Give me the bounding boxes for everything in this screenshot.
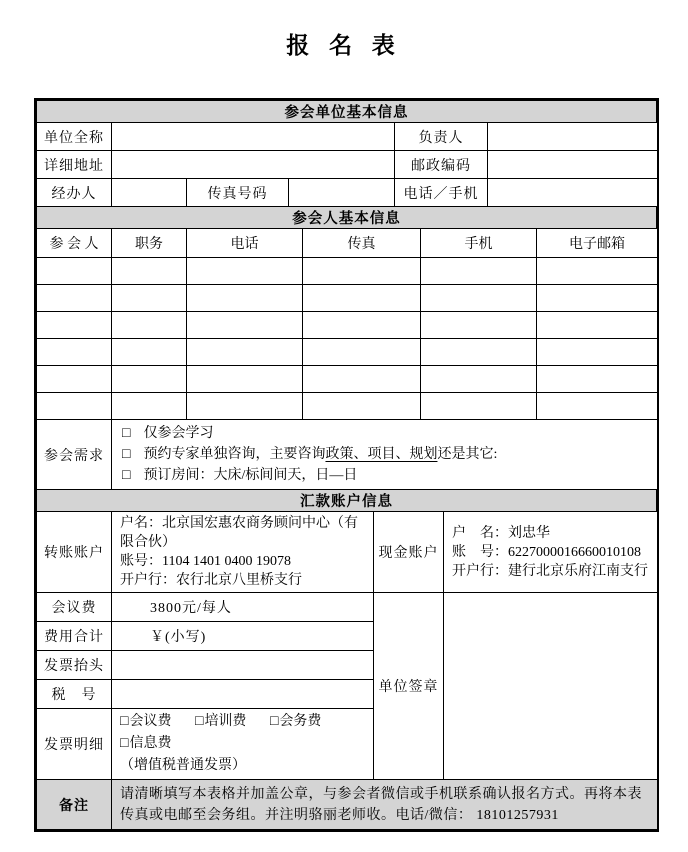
cash-bank-name: 开户行：建行北京乐府江南支行: [452, 563, 648, 579]
attendee-cell[interactable]: [112, 285, 187, 312]
attendee-col-email: 电子邮箱: [537, 229, 658, 258]
agent-label: 经办人: [37, 179, 112, 207]
needs-option-3-label: 预订房间：大床/标间间天，日—日: [143, 468, 358, 483]
transfer-holder-name: 户名：北京国宏惠农商务顾问中心（有限合伙）: [120, 516, 358, 550]
attendee-col-mobile: 手机: [421, 229, 537, 258]
attendee-cell[interactable]: [537, 393, 658, 420]
attendee-col-fax: 传真: [303, 229, 421, 258]
attendee-cell[interactable]: [421, 393, 537, 420]
address-input-cell[interactable]: [112, 151, 395, 179]
cash-account-label: 现金账户: [374, 512, 444, 593]
attendee-cell[interactable]: [303, 393, 421, 420]
phone-label: 电话／手机: [395, 179, 488, 207]
checkbox-icon[interactable]: □: [122, 468, 131, 483]
remittance-section: [36, 489, 657, 512]
checkbox-icon[interactable]: □: [194, 714, 204, 729]
attendee-cell[interactable]: [112, 258, 187, 285]
attendee-cell[interactable]: [537, 312, 658, 339]
invoice-detail-label: 发票明细: [37, 709, 112, 780]
needs-option-2-underlined: 政策、项目、规划: [325, 447, 438, 462]
attendee-col-phone: 电话: [187, 229, 303, 258]
fee-total-value: ￥(小写): [112, 622, 374, 651]
remark-text: 请清晰填写本表格并加盖公章，与参会者微信或手机联系确认报名方式。再将本表传真或电邮至会务组。并注明骆丽老师收。电话/微信： 18101257931: [112, 780, 658, 830]
attendee-cell[interactable]: [537, 285, 658, 312]
attendee-col-position: 职务: [112, 229, 187, 258]
remittance-fees-grid: [36, 511, 658, 830]
attendee-col-name: 参 会 人: [37, 229, 112, 258]
invoice-option-affairs: [270, 711, 321, 733]
attendees-grid: [36, 228, 658, 420]
transfer-account-details: [112, 512, 374, 593]
page-title: 报 名 表: [286, 33, 402, 58]
attendee-row: [37, 258, 658, 285]
attendee-cell[interactable]: [421, 366, 537, 393]
attendee-cell[interactable]: [112, 366, 187, 393]
attendee-cell[interactable]: [37, 339, 112, 366]
attendee-cell[interactable]: [421, 339, 537, 366]
needs-label: 参会需求: [37, 420, 112, 490]
conference-fee-label: 会议费: [37, 593, 112, 622]
unit-name-label: 单位全称: [37, 123, 112, 151]
transfer-bank-name: 开户行：农行北京八里桥支行: [120, 573, 302, 588]
transfer-account-number: 账号：1104 1401 0400 19078: [120, 554, 291, 569]
invoice-detail-options: [112, 709, 374, 780]
attendee-cell[interactable]: [37, 366, 112, 393]
attendee-cell[interactable]: [187, 339, 303, 366]
attendee-cell[interactable]: [537, 339, 658, 366]
remark-label: 备注: [37, 780, 112, 830]
attendee-row: [37, 393, 658, 420]
invoice-options-line: [120, 711, 365, 755]
fax-label: 传真号码: [187, 179, 289, 207]
attendee-cell[interactable]: [112, 312, 187, 339]
needs-options-cell: [112, 420, 658, 490]
attendee-cell[interactable]: [187, 258, 303, 285]
phone-input-cell[interactable]: [488, 179, 658, 207]
tax-number-input-cell[interactable]: [112, 680, 374, 709]
unit-info-section: [36, 100, 657, 123]
attendee-cell[interactable]: [537, 258, 658, 285]
invoice-title-label: 发票抬头: [37, 651, 112, 680]
invoice-option-label: 会务费: [279, 714, 322, 729]
attendee-cell[interactable]: [112, 393, 187, 420]
needs-option-2-prefix: 预约专家单独咨询，主要咨询: [143, 447, 326, 462]
invoice-option-label: 会议费: [129, 714, 172, 729]
attendee-row: [37, 312, 658, 339]
postcode-label: 邮政编码: [395, 151, 488, 179]
registration-form-table: [34, 98, 659, 832]
attendee-cell[interactable]: [112, 339, 187, 366]
attendee-cell[interactable]: [303, 285, 421, 312]
attendee-cell[interactable]: [303, 339, 421, 366]
tax-number-label: 税 号: [37, 680, 112, 709]
leader-input-cell[interactable]: [488, 123, 658, 151]
postcode-input-cell[interactable]: [488, 151, 658, 179]
cash-account-details: [444, 512, 658, 593]
invoice-option-label: 培训费: [204, 714, 247, 729]
attendee-row: [37, 366, 658, 393]
attendee-cell[interactable]: [187, 285, 303, 312]
invoice-note: （增值税普通发票）: [120, 758, 246, 773]
needs-option-2-suffix: 还是其它:: [437, 447, 498, 462]
fax-input-cell[interactable]: [289, 179, 395, 207]
attendee-cell[interactable]: [421, 285, 537, 312]
attendee-cell[interactable]: [187, 312, 303, 339]
attendee-cell[interactable]: [187, 393, 303, 420]
attendee-cell[interactable]: [537, 366, 658, 393]
agent-input-cell[interactable]: [112, 179, 187, 207]
needs-option-3: [122, 465, 647, 486]
attendee-cell[interactable]: [303, 258, 421, 285]
transfer-account-label: 转账账户: [37, 512, 112, 593]
attendee-cell[interactable]: [37, 393, 112, 420]
invoice-option-conference: [120, 711, 171, 733]
attendee-cell[interactable]: [37, 312, 112, 339]
checkbox-icon[interactable]: □: [122, 447, 131, 462]
attendee-cell[interactable]: [303, 312, 421, 339]
remittance-section-header: 汇款账户信息: [37, 490, 657, 512]
attendees-section: [36, 206, 657, 229]
attendee-cell[interactable]: [187, 366, 303, 393]
attendee-cell[interactable]: [303, 366, 421, 393]
attendee-cell[interactable]: [421, 312, 537, 339]
fee-total-label: 费用合计: [37, 622, 112, 651]
invoice-option-training: [195, 711, 246, 733]
cash-holder-name: 户 名：刘忠华: [452, 525, 550, 541]
needs-option-1: [122, 423, 647, 444]
unit-info-section-header: 参会单位基本信息: [37, 101, 657, 123]
conference-fee-value: 3800元/每人: [112, 593, 374, 622]
checkbox-icon[interactable]: □: [269, 714, 279, 729]
cash-account-number: 账 号：6227000016660010108: [452, 544, 641, 560]
attendees-section-header: 参会人基本信息: [37, 207, 657, 229]
needs-grid: [36, 419, 658, 490]
checkbox-icon[interactable]: □: [120, 736, 129, 751]
needs-option-1-label: 仅参会学习: [143, 426, 214, 441]
unit-info-grid: [36, 122, 658, 207]
unit-name-input-cell[interactable]: [112, 123, 395, 151]
unit-seal-label: 单位签章: [374, 593, 444, 780]
invoice-option-label: 信息费: [129, 736, 172, 751]
invoice-title-input-cell[interactable]: [112, 651, 374, 680]
attendee-row: [37, 285, 658, 312]
checkbox-icon[interactable]: □: [120, 714, 129, 729]
invoice-option-information: [120, 733, 171, 755]
unit-seal-area[interactable]: [444, 593, 658, 780]
attendee-cell[interactable]: [37, 258, 112, 285]
leader-label: 负责人: [395, 123, 488, 151]
needs-option-2: [122, 444, 647, 465]
address-label: 详细地址: [37, 151, 112, 179]
attendee-row: [37, 339, 658, 366]
attendee-cell[interactable]: [421, 258, 537, 285]
attendee-cell[interactable]: [37, 285, 112, 312]
checkbox-icon[interactable]: □: [122, 426, 131, 441]
